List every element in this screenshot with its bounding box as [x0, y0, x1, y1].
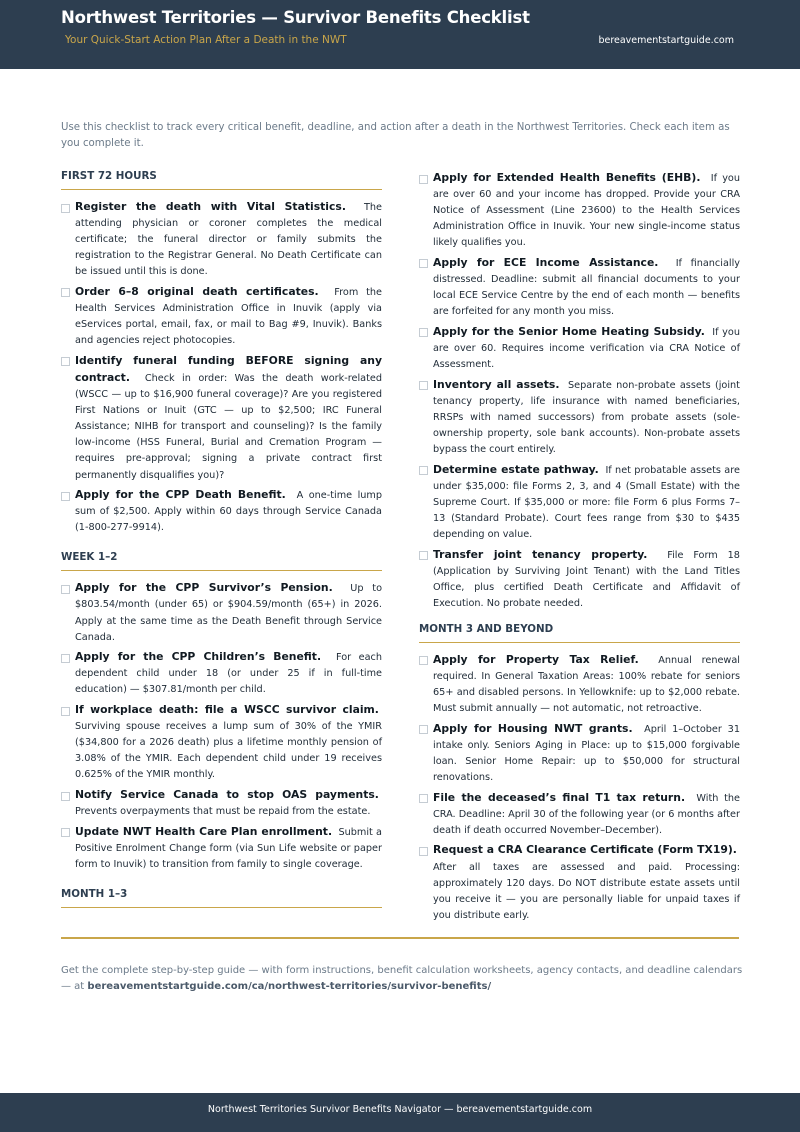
- footer-divider: [61, 937, 739, 939]
- item-body: After all taxes are assessed and paid. Processing: approximately 120 days. Do NOT distribute estate assets until you receive it — you are personally liable for unpaid taxes if you distribute early.: [433, 861, 740, 921]
- checkbox[interactable]: [419, 794, 428, 803]
- item-body: From the Health Services Administration Office in Inuvik (apply via eServices portal, email, fax, or mail to Bag #9, Inuvik). Banks and agencies reject photocopies.: [75, 286, 382, 347]
- page-title: Northwest Territories — Survivor Benefits Checklist: [61, 8, 530, 27]
- checklist-item: [61, 199, 382, 280]
- checklist-item: [419, 547, 740, 612]
- checklist-item: [419, 842, 740, 923]
- checklist-item: [61, 353, 382, 484]
- footer-note-text: Get the complete step-by-step guide — with form instructions, benefit calculation worksheets, agency contacts, and deadline calendars — at: [61, 965, 743, 992]
- item-title: Apply for the Senior Home Heating Subsidy.: [433, 324, 705, 338]
- checkbox[interactable]: [61, 707, 70, 716]
- item-body: If you are over 60 and your income has dropped. Provide your CRA Notice of Assessment (Line 23600) to the Health Services Administration Office in Inuvik. Your new single-income status likely qualifies you.: [433, 173, 740, 249]
- checklist-item: [419, 462, 740, 543]
- item-body: A one-time lump sum of $2,500. Apply within 60 days through Service Canada (1-800-277-9914).: [75, 490, 382, 534]
- item-body: Submit a Positive Enrolment Change form (via Sun Life website or paper form to Inuvik) to transition from family to single coverage.: [75, 826, 382, 870]
- checkbox[interactable]: [61, 357, 70, 366]
- header-site-link[interactable]: bereavementstartguide.com: [598, 35, 734, 46]
- checklist-item: [61, 787, 382, 820]
- checkbox[interactable]: [419, 328, 428, 337]
- page-subtitle: Your Quick-Start Action Plan After a Death in the NWT: [65, 34, 347, 46]
- checklist-item: [61, 702, 382, 783]
- item-body: With the CRA. Deadline: April 30 of the following year (or 6 months after death if death occurred November–December).: [433, 792, 740, 836]
- checkbox[interactable]: [419, 381, 428, 390]
- item-body: Prevents overpayments that must be repaid from the estate.: [75, 806, 371, 818]
- checklist-item: [419, 790, 740, 839]
- item-title: If workplace death: file a WSCC survivor claim.: [75, 703, 379, 717]
- bottom-bar-text: Northwest Territories Survivor Benefits Navigator — bereavementstartguide.com: [207, 1104, 593, 1115]
- footer-note: [61, 963, 743, 995]
- item-title: Apply for Extended Health Benefits (EHB).: [433, 171, 701, 184]
- right-column: [419, 170, 740, 927]
- item-title: Apply for the CPP Children’s Benefit.: [75, 650, 322, 664]
- item-title: File the deceased’s final T1 tax return.: [433, 790, 686, 804]
- bottom-bar: [0, 1093, 800, 1132]
- checkbox[interactable]: [61, 792, 70, 801]
- item-body: Separate non-probate assets (joint tenancy property, life insurance with named beneficiaries, RRSPs with named successors) from probate assets (sole-ownership property, sole bank accounts). Non-probate assets bypass the court entirely.: [433, 379, 740, 455]
- checkbox[interactable]: [61, 654, 70, 663]
- item-body: For each dependent child under 18 (or under 25 if in full-time education) — $307.81/month per child.: [75, 652, 382, 696]
- item-title: Request a CRA Clearance Certificate (Form TX19).: [433, 843, 737, 857]
- checkbox[interactable]: [61, 204, 70, 213]
- item-title: Apply for the CPP Survivor’s Pension.: [75, 581, 333, 595]
- checkbox[interactable]: [419, 847, 428, 856]
- checkbox[interactable]: [61, 492, 70, 501]
- checklist-item: [419, 255, 740, 320]
- item-body: Up to $803.54/month (under 65) or $904.59/month (65+) in 2026. Apply at the same time as the Death Benefit through Service Canada.: [75, 583, 383, 643]
- item-title: Register the death with Vital Statistics.: [75, 200, 346, 213]
- footer-link[interactable]: bereavementstartguide.com/ca/northwest-territories/survivor-benefits/: [87, 981, 492, 992]
- checkbox[interactable]: [61, 828, 70, 837]
- item-title: Apply for Property Tax Relief.: [433, 652, 639, 666]
- checkbox[interactable]: [419, 259, 428, 268]
- item-title: Identify funeral funding BEFORE signing any contract.: [75, 353, 382, 384]
- item-body: April 1–October 31 intake only. Seniors Aging in Place: up to $15,000 forgivable loan. Senior Home Repair: up to $50,000 for structural renovations.: [433, 723, 740, 784]
- section-heading-month-1-3: MONTH 1–3: [61, 888, 382, 908]
- checklist-item: [61, 824, 382, 873]
- checkbox[interactable]: [61, 585, 70, 594]
- checkbox[interactable]: [61, 288, 70, 297]
- checkbox[interactable]: [419, 725, 428, 734]
- item-title: Apply for Housing NWT grants.: [433, 721, 633, 735]
- checklist-item: [419, 652, 740, 717]
- intro-text: Use this checklist to track every critical benefit, deadline, and action after a death in the Northwest Territories. Check each item as you complete it.: [61, 122, 730, 149]
- item-title: Order 6–8 original death certificates.: [75, 284, 319, 298]
- left-column: [61, 170, 382, 917]
- checklist-item: [419, 324, 740, 373]
- checklist-item: [419, 170, 740, 251]
- item-title: Apply for ECE Income Assistance.: [433, 255, 659, 269]
- checklist-item: [61, 487, 382, 536]
- section-heading-month-3-beyond: MONTH 3 AND BEYOND: [419, 623, 740, 643]
- checkbox[interactable]: [419, 466, 428, 475]
- checklist-item: [419, 721, 740, 786]
- item-title: Notify Service Canada to stop OAS payments.: [75, 788, 379, 801]
- item-body: Annual renewal required. In General Taxation Areas: 100% rebate for seniors 65+ and disabled persons. In Yellowknife: up to $2,000 rebate. Must submit annually — not automatic, not retroactive.: [433, 654, 740, 715]
- item-body: If net probatable assets are under $35,000: file Forms 2, 3, and 4 (Small Estate) with the Supreme Court. If $35,000 or more: file Form 6 plus Forms 7–13 (Standard Probate). Court fees range from $30 to $435 depending on value.: [433, 464, 740, 540]
- section-heading-first-72-hours: FIRST 72 HOURS: [61, 170, 382, 190]
- page-header: [0, 0, 800, 69]
- checkbox[interactable]: [419, 175, 428, 184]
- item-body: The attending physician or coroner completes the medical certificate; the funeral director or family submits the registration to the Registrar General. No Death Certificate can be issued until this is done.: [75, 202, 382, 278]
- checklist-item: [61, 580, 382, 645]
- checklist-item: [61, 284, 382, 349]
- checkbox[interactable]: [419, 656, 428, 665]
- item-body: File Form 18 (Application by Surviving Joint Tenant) with the Land Titles Office, plus certified Death Certificate and Affidavit of Execution. No probate needed.: [433, 549, 740, 609]
- item-body: Surviving spouse receives a lump sum of 30% of the YMIR ($34,800 for a 2026 death) plus a lifetime monthly pension of 3.08% of the YMIR. Each dependent child under 19 receives 0.625% of the YMIR monthly.: [75, 721, 382, 781]
- item-body: If financially distressed. Deadline: submit all financial documents to your local ECE Service Centre by the end of each month — benefits are forfeited for any month you miss.: [433, 257, 740, 318]
- item-title: Determine estate pathway.: [433, 462, 599, 476]
- item-body: If you are over 60. Requires income verification via CRA Notice of Assessment.: [433, 326, 740, 371]
- checklist-item: [419, 377, 740, 458]
- section-heading-week-1-2: WEEK 1–2: [61, 551, 382, 571]
- checklist-item: [61, 649, 382, 698]
- item-title: Update NWT Health Care Plan enrollment.: [75, 824, 333, 838]
- checkbox[interactable]: [419, 551, 428, 560]
- item-title: Inventory all assets.: [433, 377, 560, 391]
- item-body: Check in order: Was the death work-related (WSCC — up to $16,900 funeral coverage)? Are you registered First Nations or Inuit (GTC — up to $2,500; IRC Funeral Assistance; NIHB for transport and counseling)? Is the family low-income (HSS Funeral, Burial and Cremation Program — requires pre-approval; signing a private contract first permanently disqualifies you)?: [75, 372, 382, 481]
- item-title: Apply for the CPP Death Benefit.: [75, 488, 286, 502]
- item-title: Transfer joint tenancy property.: [433, 547, 648, 561]
